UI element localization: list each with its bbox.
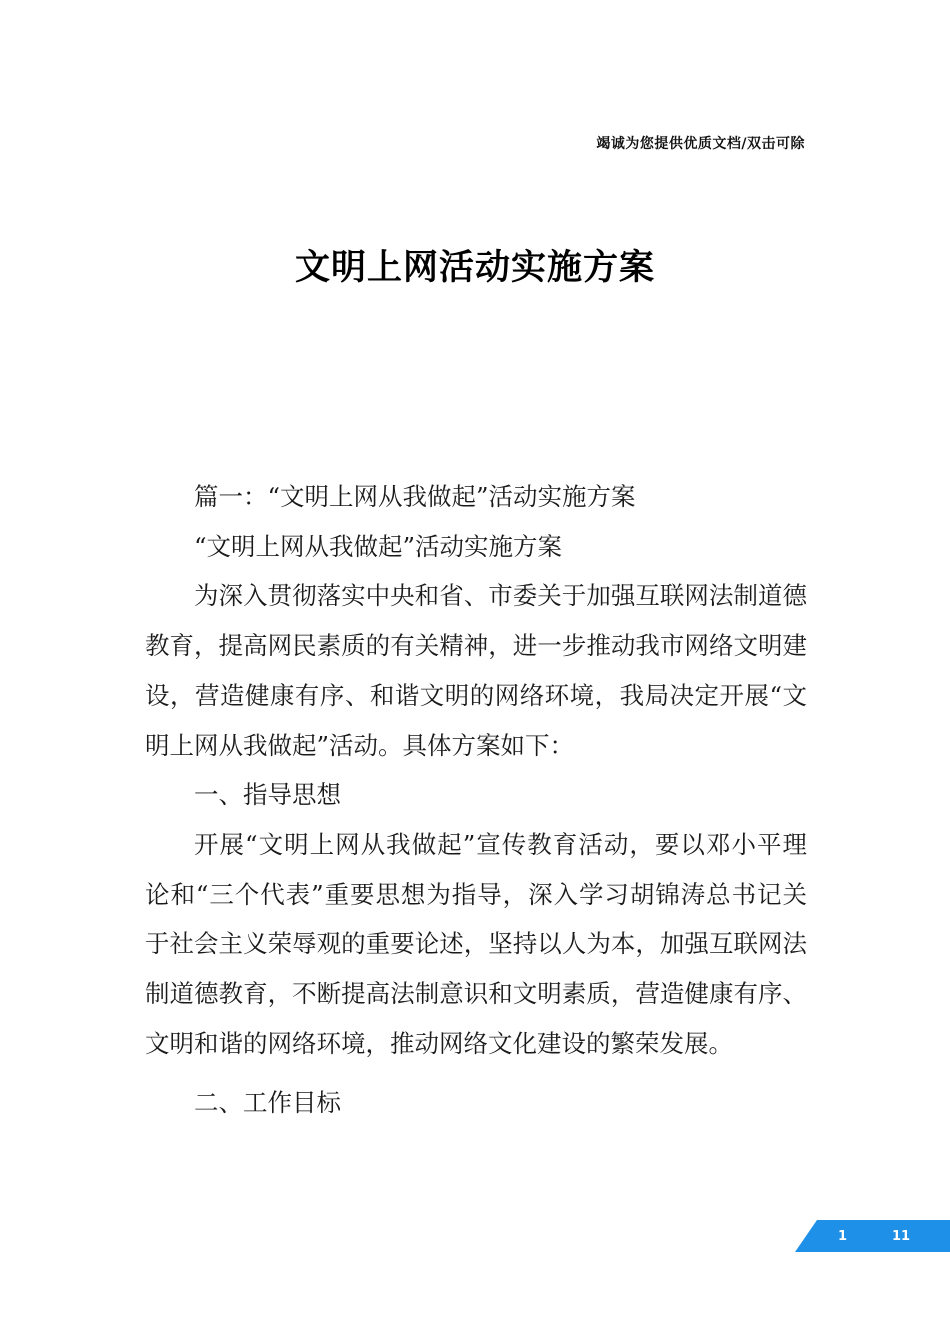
document-title: 文明上网活动实施方案	[294, 248, 655, 288]
section-heading: 一、指导思想	[194, 780, 341, 810]
paragraph: 篇一：“文明上网从我做起”活动实施方案	[194, 482, 636, 511]
paragraph: 开展“文明上网从我做起”宣传教育活动，要以邓小平理论和“三个代表”重要思想为指导，深入学习胡锦涛总书记关于社会主义荣辱观的重要论述，坚持以人为本，加强互联网法制道德教育，不断提高法制意识和文明素质，营造健康有序、文明和谐的网络环境，推动网络文化建设的繁荣发展。	[145, 829, 807, 1058]
header-note: 竭诚为您提供优质文档/双击可除	[596, 136, 805, 152]
page-total: 11	[892, 1229, 911, 1244]
paragraph: “文明上网从我做起”活动实施方案	[194, 531, 563, 561]
document-body	[145, 472, 807, 1128]
page-indicator-tab	[795, 1220, 950, 1252]
paragraph: 为深入贯彻落实中央和省、市委关于加强互联网法制道德教育，提高网民素质的有关精神，进一步推动我市网络文明建设，营造健康有序、和谐文明的网络环境，我局决定开展“文明上网从我做起”活动。具体方案如下：	[145, 581, 807, 760]
page-number: 1	[838, 1229, 848, 1244]
section-heading: 二、工作目标	[194, 1088, 341, 1118]
